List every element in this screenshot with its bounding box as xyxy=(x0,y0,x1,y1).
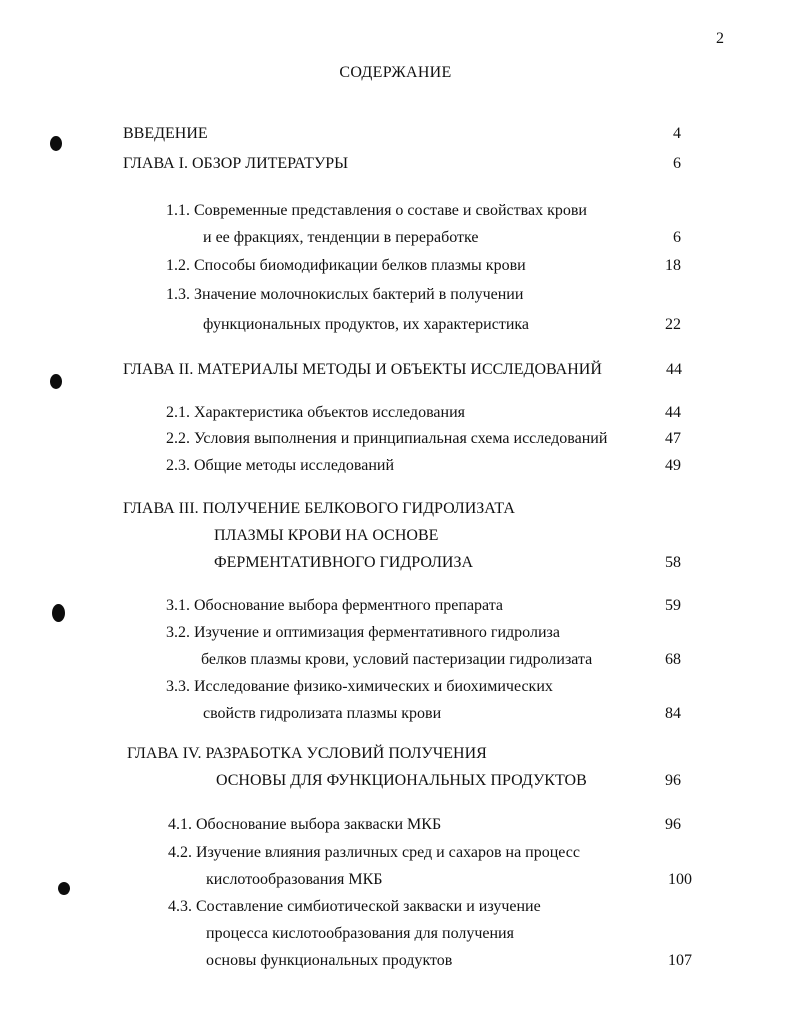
toc-entry-line: 4.3. Составление симбиотической закваски и изучение xyxy=(168,898,541,915)
toc-entry-line: основы функциональных продуктов xyxy=(206,952,453,969)
toc-entry-line: ФЕРМЕНТАТИВНОГО ГИДРОЛИЗА xyxy=(214,554,474,571)
toc-entry-line: 1.3. Значение молочнокислых бактерий в получении xyxy=(166,286,524,303)
toc-entry-line: белков плазмы крови, условий пастеризации гидролизата xyxy=(201,651,593,668)
toc-entry-page: 58 xyxy=(665,554,681,571)
toc-entry-line: процесса кислотообразования для получения xyxy=(206,925,514,942)
toc-entry-line: 1.2. Способы биомодификации белков плазмы крови xyxy=(166,257,526,274)
toc-entry-line: свойств гидролизата плазмы крови xyxy=(203,705,442,722)
toc-entry-page: 84 xyxy=(665,705,681,722)
toc-entry-line: ГЛАВА IV. РАЗРАБОТКА УСЛОВИЙ ПОЛУЧЕНИЯ xyxy=(127,745,487,762)
toc-entry-page: 4 xyxy=(673,125,681,142)
toc-entry-line: 4.1. Обоснование выбора закваски МКБ xyxy=(168,816,442,833)
toc-entry-line: 2.1. Характеристика объектов исследования xyxy=(166,404,465,421)
toc-entry-page: 6 xyxy=(673,155,681,172)
toc-entry-line: 2.2. Условия выполнения и принципиальная схема исследований xyxy=(166,430,608,447)
punch-hole xyxy=(50,136,62,151)
punch-hole xyxy=(58,882,70,895)
page-title: СОДЕРЖАНИЕ xyxy=(339,64,452,81)
toc-entry-page: 68 xyxy=(665,651,681,668)
toc-entry-page: 44 xyxy=(666,361,682,378)
toc-entry-line: ГЛАВА II. МАТЕРИАЛЫ МЕТОДЫ И ОБЪЕКТЫ ИССЛЕДОВАНИЙ xyxy=(123,361,602,378)
toc-entry-line: 4.2. Изучение влияния различных сред и сахаров на процесс xyxy=(168,844,581,861)
toc-entry-page: 96 xyxy=(665,816,681,833)
toc-entry-line: 3.3. Исследование физико-химических и биохимических xyxy=(166,678,553,695)
toc-entry-line: ПЛАЗМЫ КРОВИ НА ОСНОВЕ xyxy=(214,527,439,544)
toc-entry-page: 44 xyxy=(665,404,681,421)
toc-entry-page: 96 xyxy=(665,772,681,789)
toc-entry-line: функциональных продуктов, их характеристика xyxy=(203,316,530,333)
toc-entry-line: 2.3. Общие методы исследований xyxy=(166,457,395,474)
toc-entry-line: 3.2. Изучение и оптимизация ферментативного гидролиза xyxy=(166,624,560,641)
punch-hole xyxy=(52,604,65,622)
toc-entry-page: 107 xyxy=(668,952,692,969)
toc-entry-page: 100 xyxy=(668,871,692,888)
punch-hole xyxy=(50,374,62,389)
page-number: 2 xyxy=(716,30,724,47)
toc-entry-page: 49 xyxy=(665,457,681,474)
toc-entry-line: 3.1. Обоснование выбора ферментного препарата xyxy=(166,597,504,614)
toc-entry-page: 18 xyxy=(665,257,681,274)
toc-entry-page: 6 xyxy=(673,229,681,246)
toc-entry-page: 22 xyxy=(665,316,681,333)
toc-entry-line: ГЛАВА I. ОБЗОР ЛИТЕРАТУРЫ xyxy=(123,155,349,172)
toc-entry-line: кислотообразования МКБ xyxy=(206,871,383,888)
toc-entry-page: 59 xyxy=(665,597,681,614)
toc-entry-line: и ее фракциях, тенденции в переработке xyxy=(203,229,479,246)
toc-entry-page: 47 xyxy=(665,430,681,447)
toc-entry-line: 1.1. Современные представления о составе и свойствах крови xyxy=(166,202,587,219)
toc-entry-line: ГЛАВА III. ПОЛУЧЕНИЕ БЕЛКОВОГО ГИДРОЛИЗАТА xyxy=(123,500,515,517)
toc-entry-line: ОСНОВЫ ДЛЯ ФУНКЦИОНАЛЬНЫХ ПРОДУКТОВ xyxy=(216,772,587,789)
toc-entry-line: ВВЕДЕНИЕ xyxy=(123,125,208,142)
